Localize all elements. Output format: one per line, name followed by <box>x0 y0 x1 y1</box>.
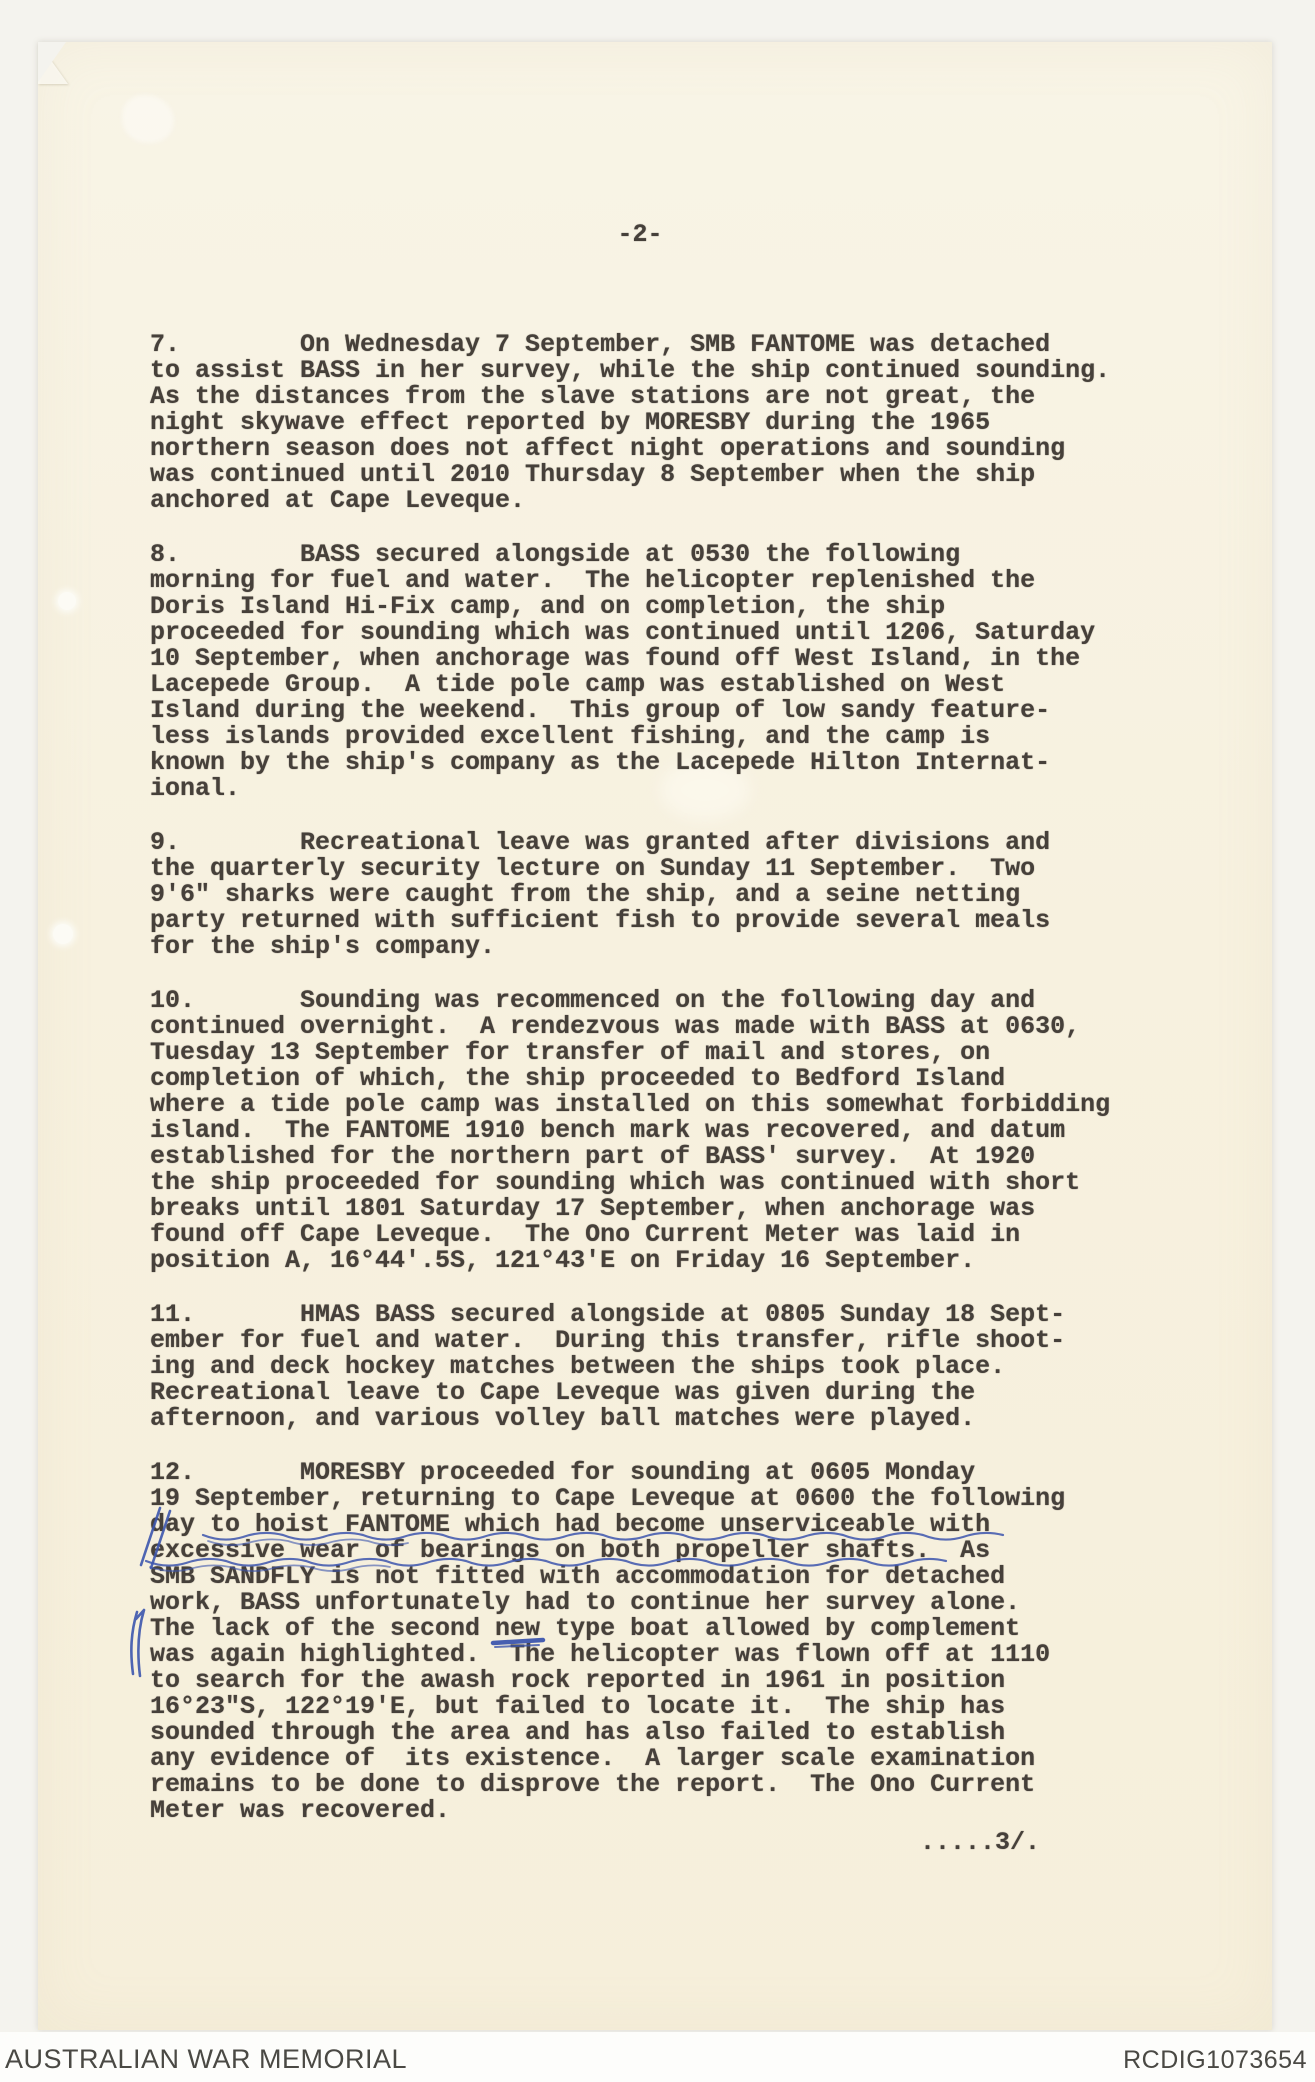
text-line: for the ship's company. <box>150 932 496 961</box>
text-line: Doris Island Hi-Fix camp, and on completion, the ship <box>150 592 946 621</box>
footer-reference-id: RCDIG1073654 <box>1123 2046 1307 2074</box>
paragraph-7 <box>150 332 1155 514</box>
text-line: the ship proceeded for sounding which was continued with short <box>150 1168 1081 1197</box>
text-line: to assist BASS in her survey, while the ship continued sounding. <box>150 356 1111 385</box>
text-line: 8. BASS secured alongside at 0530 the following <box>150 540 961 569</box>
text-line: was again highlighted. The helicopter was flown off at 1110 <box>150 1640 1051 1669</box>
text-line: the quarterly security lecture on Sunday 11 September. Two <box>150 854 1036 883</box>
paragraph-12 <box>150 1460 1155 1824</box>
text-line: established for the northern part of BASS' survey. At 1920 <box>150 1142 1036 1171</box>
footer-institution-label: AUSTRALIAN WAR MEMORIAL <box>5 2044 408 2074</box>
text-line: day to hoist FANTOME which had become unserviceable with <box>150 1510 991 1539</box>
text-line: 11. HMAS BASS secured alongside at 0805 Sunday 18 Sept- <box>150 1300 1066 1329</box>
text-line: less islands provided excellent fishing, and the camp is <box>150 722 991 751</box>
text-line: known by the ship's company as the Lacepede Hilton Internat- <box>150 748 1051 777</box>
text-line: night skywave effect reported by MORESBY during the 1965 <box>150 408 991 437</box>
text-line: anchored at Cape Leveque. <box>150 486 526 515</box>
text-line: to search for the awash rock reported in 1961 in position <box>150 1666 1006 1695</box>
text-line: morning for fuel and water. The helicopter replenished the <box>150 566 1036 595</box>
text-line: 12. MORESBY proceeded for sounding at 0605 Monday <box>150 1458 976 1487</box>
text-line: 19 September, returning to Cape Leveque at 0600 the following <box>150 1484 1066 1513</box>
text-line: Lacepede Group. A tide pole camp was established on West <box>150 670 1006 699</box>
text-line: As the distances from the slave stations are not great, the <box>150 382 1036 411</box>
page-number: -2- <box>617 220 663 249</box>
document-body <box>150 332 1155 1852</box>
text-line: was continued until 2010 Thursday 8 September when the ship <box>150 460 1036 489</box>
paper-blemish <box>53 924 73 944</box>
continuation-mark: .....3/. <box>920 1828 1041 1857</box>
text-line: 16°23"S, 122°19'E, but failed to locate it. The ship has <box>150 1692 1006 1721</box>
text-line: where a tide pole camp was installed on this somewhat forbidding <box>150 1090 1111 1119</box>
text-line: ember for fuel and water. During this transfer, rifle shoot- <box>150 1326 1066 1355</box>
text-line: 9. Recreational leave was granted after divisions and <box>150 828 1051 857</box>
text-line: continued overnight. A rendezvous was made with BASS at 0630, <box>150 1012 1081 1041</box>
text-line: island. The FANTOME 1910 bench mark was recovered, and datum <box>150 1116 1066 1145</box>
paper-blemish <box>58 592 76 610</box>
text-line: Island during the weekend. This group of low sandy feature- <box>150 696 1051 725</box>
paragraph-9 <box>150 830 1155 960</box>
text-line: ional. <box>150 774 241 803</box>
paragraph-11 <box>150 1302 1155 1432</box>
text-line: breaks until 1801 Saturday 17 September, when anchorage was <box>150 1194 1036 1223</box>
paragraph-8 <box>150 542 1155 802</box>
page-corner-cut <box>38 42 66 82</box>
text-line: afternoon, and various volley ball matches were played. <box>150 1404 976 1433</box>
text-line: proceeded for sounding which was continued until 1206, Saturday <box>150 618 1096 647</box>
text-line: position A, 16°44'.5S, 121°43'E on Friday 16 September. <box>150 1246 976 1275</box>
text-line: found off Cape Leveque. The Ono Current Meter was laid in <box>150 1220 1021 1249</box>
text-line: work, BASS unfortunately had to continue her survey alone. <box>150 1588 1021 1617</box>
text-line: SMB SANDFLY is not fitted with accommodation for detached <box>150 1562 1006 1591</box>
text-line: completion of which, the ship proceeded to Bedford Island <box>150 1064 1006 1093</box>
paragraph-10 <box>150 988 1155 1274</box>
text-line: northern season does not affect night operations and sounding <box>150 434 1066 463</box>
text-line: any evidence of its existence. A larger scale examination <box>150 1744 1036 1773</box>
text-line: Meter was recovered. <box>150 1796 451 1825</box>
text-line: 10. Sounding was recommenced on the following day and <box>150 986 1036 1015</box>
text-line: Tuesday 13 September for transfer of mail and stores, on <box>150 1038 991 1067</box>
text-line: 7. On Wednesday 7 September, SMB FANTOME was detached <box>150 330 1051 359</box>
text-line: party returned with sufficient fish to provide several meals <box>150 906 1051 935</box>
text-line: 9'6" sharks were caught from the ship, and a seine netting <box>150 880 1021 909</box>
text-line: excessive wear of bearings on both propeller shafts. As <box>150 1536 991 1565</box>
viewer-footer <box>0 2032 1315 2082</box>
text-line: ing and deck hockey matches between the ships took place. <box>150 1352 1006 1381</box>
text-line: sounded through the area and has also failed to establish <box>150 1718 1006 1747</box>
text-line: 10 September, when anchorage was found off West Island, in the <box>150 644 1081 673</box>
text-line: remains to be done to disprove the report. The Ono Current <box>150 1770 1036 1799</box>
paper-blemish <box>122 95 174 143</box>
text-line: The lack of the second new type boat allowed by complement <box>150 1614 1021 1643</box>
text-line: Recreational leave to Cape Leveque was given during the <box>150 1378 976 1407</box>
